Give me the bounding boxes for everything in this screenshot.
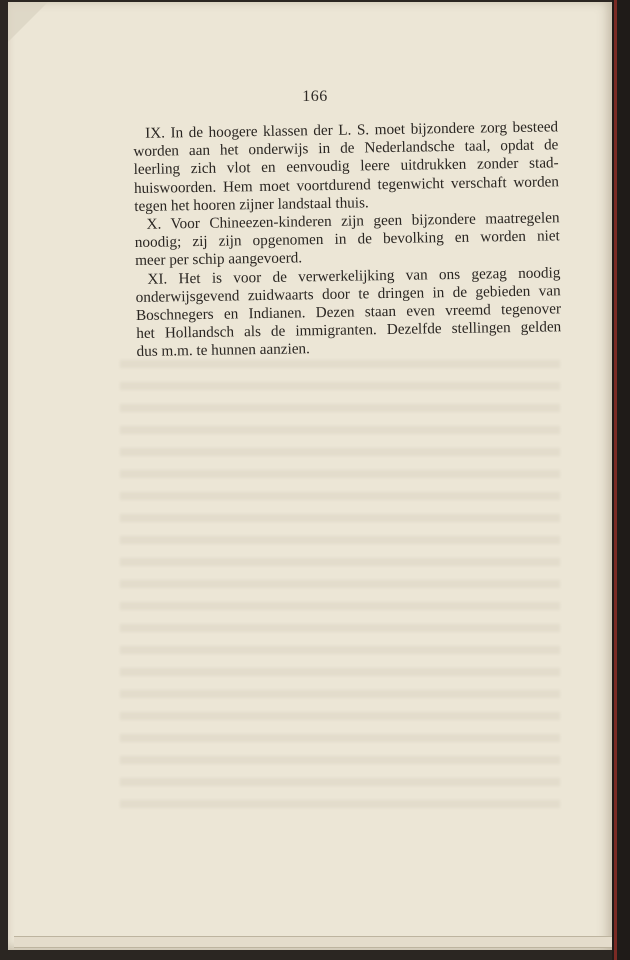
text-line: Boschnegers en Indianen. Dezen staan even vreemd tegenover xyxy=(135,300,562,325)
body-text xyxy=(133,118,562,361)
text-line: XI. Het is voor de verwerkelijking van ons gezag noodig xyxy=(147,263,561,288)
text-line: X. Voor Chineezen-kinderen zijn geen bijzondere maatregelen xyxy=(146,209,560,233)
page-bottom-edge xyxy=(14,936,614,948)
text-line: dus m.m. te hunnen aanzien. xyxy=(136,340,311,361)
text-line: leerling zich vlot en eenvoudig leere uitdrukken zonder stad- xyxy=(133,154,559,179)
bleed-through-text xyxy=(120,360,560,820)
text-line: huiswoorden. Hem moet voortdurend tegenwicht verschaft worden xyxy=(133,172,560,197)
text-line: het Hollandsch als de immigranten. Dezelfde stellingen gelden xyxy=(136,318,562,343)
text-line: worden aan het onderwijs in de Nederlandsche taal, opdat de xyxy=(133,136,559,161)
binding-strip xyxy=(612,0,630,960)
binding-red-edge xyxy=(614,0,617,960)
text-line: onderwijsgevend zuidwaarts door te dringen in de gebieden van xyxy=(135,282,561,306)
text-line: noodig; zij zijn opgenomen in de bevolking en worden niet xyxy=(134,227,560,252)
text-line: meer per schip aangevoerd. xyxy=(135,249,303,270)
folded-corner xyxy=(8,2,48,42)
paragraph-xi xyxy=(135,264,561,362)
page-number: 166 xyxy=(302,88,328,105)
paragraph-x xyxy=(134,209,560,270)
text-line: tegen het hooren zijner landstaal thuis. xyxy=(134,194,369,215)
paragraph-ix xyxy=(133,118,559,216)
text-line: IX. In de hoogere klassen der L. S. moet bijzondere zorg besteed xyxy=(144,118,559,142)
